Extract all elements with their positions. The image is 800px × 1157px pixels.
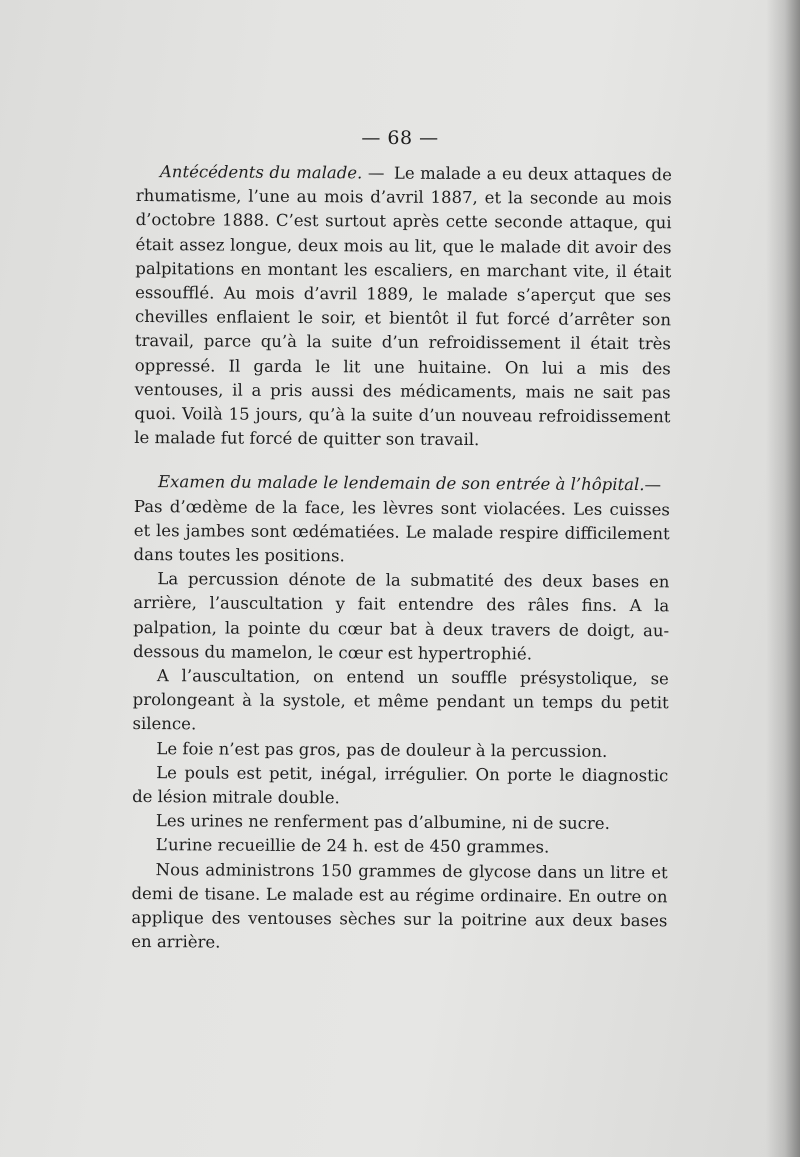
antecedents-paragraph: [134, 160, 672, 454]
antecedents-separator: —: [367, 163, 385, 183]
paragraph-percussion: La percussion dénote de la submatité des deux bases en arrière, l’auscultation y fait entendre des râles fins. A la palpation, la pointe du cœur bat à deux travers de doigt, au-dessous du mamelon, le cœur est hypertrophié.: [132, 569, 670, 664]
paragraph-auscultation: A l’auscultation, on entend un souffle présystolique, se prolongeant à la systole, et même pendant un temps du petit silence.: [132, 666, 669, 734]
paragraph-foie: Le foie n’est pas gros, pas de douleur à la percussion.: [156, 738, 608, 761]
paragraph-pouls: Le pouls est petit, inégal, irrégulier. On porte le diagnostic de lésion mitrale double.: [132, 763, 669, 808]
examen-text: Pas d’œdème de la face, les lèvres sont violacées. Les cuisses et les jambes sont œdématiées. Le malade respire difficilement dans toutes les positions.: [133, 496, 670, 566]
examen-heading: Examen du malade le lendemain de son entrée à l’hôpital.: [157, 472, 645, 495]
paragraph-urine-volume: L’urine recueillie de 24 h. est de 450 grammes.: [155, 835, 550, 858]
examen-heading-line: [134, 470, 670, 497]
examen-paragraph: [134, 495, 670, 571]
paragraph-treatment: Nous administrons 150 grammes de glycose dans un litre et demi de tisane. Le malade est au régime ordinaire. En outre on applique des ventouses sèches sur la poitrine aux deux bases en arrière.: [131, 859, 668, 952]
antecedents-text: Le malade a eu deux attaques de rhumatisme, l’une au mois d’avril 1887, et la seconde au mois d’octobre 1888. C’est surtout après cette seconde attaque, qui était assez longue, deux mois au lit, que le malade dit avoir des palpitations en montant les escaliers, en marchant vite, il était essoufflé. Au mois d’avril 1889, le malade s’aperçut que ses chevilles enflaient le soir, et bientôt il fut forcé d’arrêter son travail, parce qu’à la suite d’un refroidissement il était très oppressé. Il garda le lit une huitaine. On lui a mis des ventouses, il a pris aussi des médicaments, mais ne sait pas quoi. Voilà 15 jours, qu’à la suite d’un nouveau refroidissement le malade fut forcé de quitter son travail.: [134, 163, 672, 450]
paragraph-urines: Les urines ne renferment pas d’albumine, ni de sucre.: [155, 811, 610, 834]
antecedents-heading: Antécédents du malade.: [159, 162, 363, 183]
page-edge-shadow: [766, 0, 800, 1157]
body-text: [131, 160, 672, 958]
examen-separator: —: [644, 475, 662, 495]
page-number: — 68 —: [361, 127, 439, 149]
